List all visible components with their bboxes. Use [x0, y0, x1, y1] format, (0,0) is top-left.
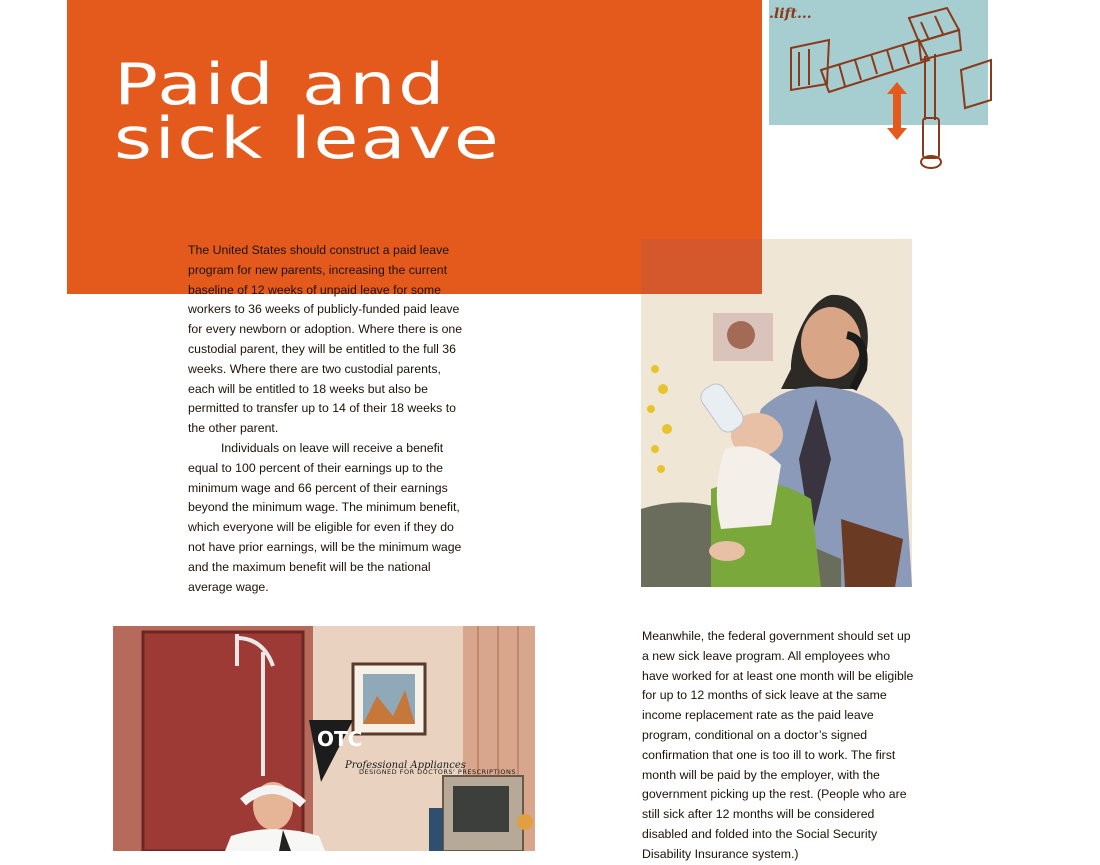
otc-logo-text: OTC — [317, 727, 363, 751]
ad-tagline: DESIGNED FOR DOCTORS' PRESCRIPTIONS — [359, 768, 516, 776]
box-right — [961, 60, 991, 108]
body-column-left — [188, 241, 464, 597]
page-title — [114, 52, 502, 172]
baby-outfit — [717, 446, 781, 529]
paragraph-paid-leave: The United States should construct a paid leave program for new parents, increasing the current baseline of 12 weeks of unpaid leave for some workers to 36 weeks of publicly-funded paid leave for every newborn or adoption. Where there is one custodial parent, they will be entitled to the full 36 weeks. Where there are two custodial parents, each will be entitled to 18 weeks but also be permitted to transfer up to 14 of their 18 weeks to the other parent. — [188, 243, 463, 436]
title-line-2: sick leave — [114, 106, 502, 172]
banner-overlap — [641, 239, 762, 294]
photo-traction-advertisement — [113, 626, 535, 851]
body-column-right — [642, 627, 917, 865]
ad-script-text: Professional Appliances — [345, 760, 466, 771]
lift-caption: .lift... — [769, 6, 812, 22]
title-line-1: Paid and — [114, 52, 447, 118]
books — [429, 808, 443, 851]
up-down-arrow-icon — [887, 82, 907, 140]
lift-illustration — [769, 0, 994, 175]
man-face — [801, 307, 861, 379]
paragraph-sick-leave: Meanwhile, the federal government should set up a new sick leave program. All employees who have worked for at least one month will be eligible for up to 12 months of sick leave at the same income replacement rate as the paid leave program, conditional on a doctor’s signed confirmation that one is too ill to work. The first month will be paid by the employer, with the government picking up the rest. (People who are still sick after 12 months will be considered disabled and folded into the Social Security Disability Insurance system.) — [642, 629, 914, 861]
paragraph-benefit: Individuals on leave will receive a benefit equal to 100 percent of their earnings up to the minimum wage and 66 percent of their earnings beyond the minimum wage. The minimum benefit, which everyone will be eligible for even if they do not have prior earnings, will be the minimum wage and the maximum benefit will be the national average wage. — [188, 440, 462, 594]
